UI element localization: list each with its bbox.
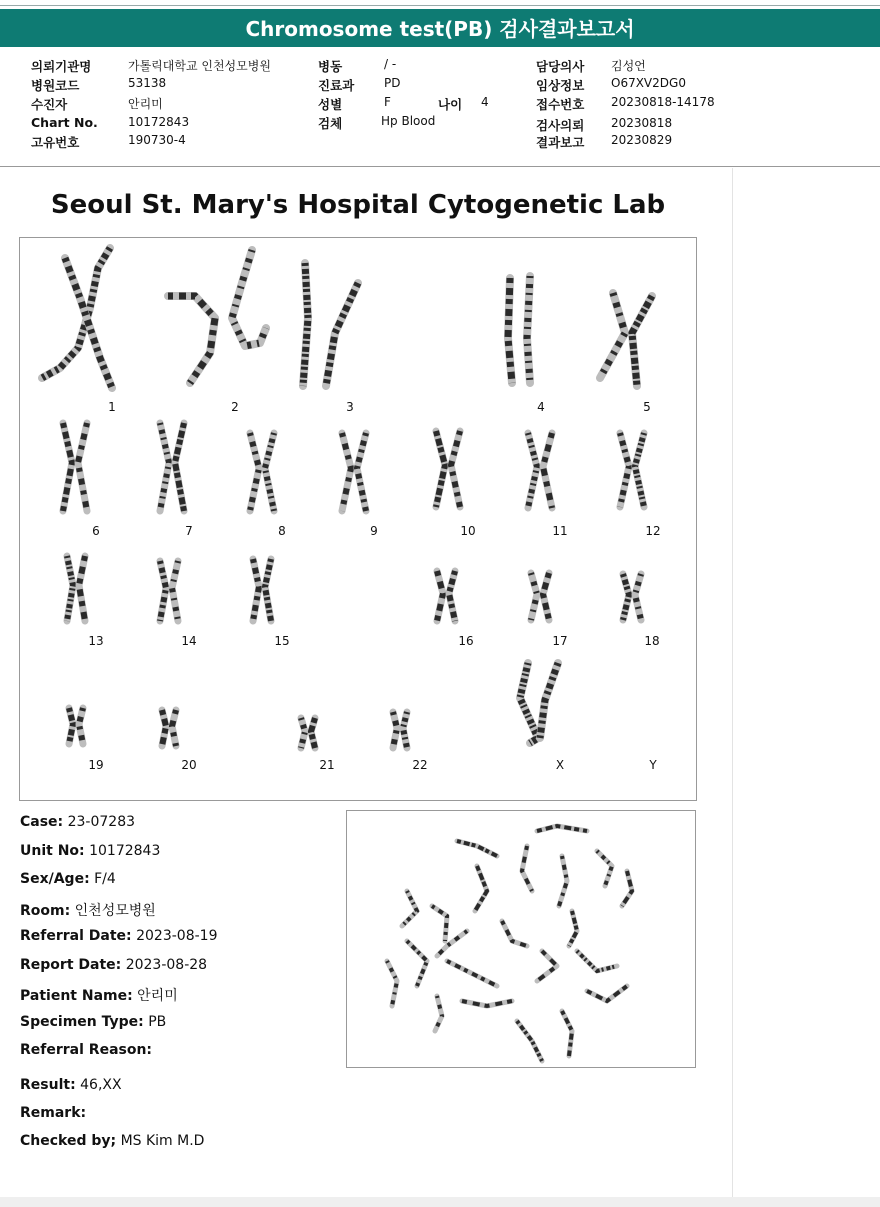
value-result-report: 20230829 — [611, 133, 673, 147]
remark-label: Remark: — [20, 1105, 87, 1121]
chromosome-pair-9-icon — [357, 433, 366, 511]
chromosome-pair-11-icon — [528, 433, 537, 508]
detail-label: Referral Reason: — [20, 1042, 153, 1058]
chromosome-pair-15-icon — [265, 559, 271, 621]
karyotype-image — [20, 238, 696, 800]
karyotype-label-21: 21 — [319, 758, 335, 772]
chromosome-pair-7-icon — [175, 423, 184, 511]
detail-label: Patient Name: — [20, 988, 133, 1004]
chromosome-x-icon — [520, 663, 538, 743]
value-receipt-no: 20230818-14178 — [611, 95, 715, 109]
karyotype-label-20: 20 — [181, 758, 197, 772]
chromosome-pair-6-icon — [63, 423, 72, 511]
detail-value: 23-07283 — [67, 814, 136, 830]
value-ward: / - — [384, 57, 397, 71]
chromosome-pair-7-icon — [160, 423, 169, 511]
metaphase-spread-image — [347, 811, 695, 1067]
karyotype-label-22: 22 — [412, 758, 428, 772]
label-department: 진료과 — [318, 78, 355, 93]
metaphase-chromosome-icon — [407, 941, 427, 986]
chromosome-pair-19-icon — [79, 708, 83, 744]
chromosome-pair-21-icon — [311, 718, 315, 748]
detail-value: 인천성모병원 — [74, 902, 156, 919]
chromosome-1-icon — [65, 258, 112, 388]
label-specimen: 검체 — [318, 116, 343, 131]
metaphase-chromosome-icon — [387, 961, 397, 1006]
label-physician: 담당의사 — [536, 59, 585, 74]
karyotype-label-9: 9 — [370, 524, 378, 538]
chromosome-pair-11-icon — [543, 433, 552, 508]
chromosome-3-icon — [326, 283, 358, 386]
detail-line — [20, 814, 135, 830]
detail-label: Unit No: — [20, 842, 85, 859]
result-value: 46,XX — [80, 1077, 122, 1093]
label-sex: 성별 — [318, 97, 343, 112]
metaphase-chromosome-icon — [569, 911, 577, 946]
metaphase-chromosome-icon — [475, 866, 487, 911]
chromosome-pair-16-icon — [437, 571, 443, 621]
metaphase-chromosome-icon — [435, 996, 442, 1031]
value-physician: 김성언 — [611, 59, 646, 73]
karyotype-label-8: 8 — [278, 524, 286, 538]
karyotype-label-12: 12 — [645, 524, 661, 538]
metaphase-chromosome-icon — [402, 891, 417, 926]
metaphase-chromosome-icon — [537, 951, 557, 981]
label-result-report: 결과보고 — [536, 135, 585, 150]
karyotype-label-6: 6 — [92, 524, 100, 538]
value-clinical-info: O67XV2DG0 — [611, 76, 686, 90]
chromosome-pair-12-icon — [620, 433, 629, 507]
value-sex: F — [384, 95, 391, 109]
chromosome-5-icon — [600, 293, 625, 378]
chromosome-pair-14-icon — [172, 561, 178, 621]
report-banner-title: Chromosome test(PB) 검사결과보고서 — [0, 9, 880, 47]
result-line — [20, 1077, 122, 1093]
detail-label: Referral Date: — [20, 928, 132, 944]
karyotype-panel — [19, 237, 697, 801]
header-separator — [0, 166, 880, 167]
metaphase-chromosome-icon — [559, 856, 567, 906]
metaphase-chromosome-icon — [587, 986, 627, 1001]
detail-line — [20, 957, 207, 973]
right-margin-rule — [732, 168, 733, 1198]
metaphase-chromosome-icon — [447, 961, 497, 986]
metaphase-chromosome-icon — [462, 1001, 512, 1006]
metaphase-chromosome-icon — [562, 1011, 572, 1056]
detail-label: Specimen Type: — [20, 1013, 144, 1030]
karyotype-label-2: 2 — [231, 400, 239, 414]
chromosome-pair-20-icon — [172, 710, 176, 746]
label-patient: 수진자 — [31, 97, 68, 112]
chromosome-pair-22-icon — [403, 712, 407, 748]
chromosome-pair-17-icon — [531, 573, 537, 620]
detail-value: F/4 — [94, 871, 116, 887]
karyotype-label-15: 15 — [274, 634, 290, 648]
chromosome-pair-10-icon — [451, 431, 460, 507]
detail-line — [20, 900, 156, 920]
metaphase-chromosome-icon — [622, 871, 632, 906]
value-chart-no: 10172843 — [128, 115, 190, 129]
chromosome-pair-8-icon — [265, 433, 274, 511]
detail-line — [20, 1042, 152, 1058]
result-label: Result: — [20, 1077, 76, 1093]
checked-by-label: Checked by; — [20, 1133, 117, 1149]
karyotype-label-16: 16 — [458, 634, 474, 648]
karyotype-label-17: 17 — [552, 634, 568, 648]
detail-line — [20, 1014, 166, 1030]
karyotype-label-19: 19 — [88, 758, 104, 772]
value-specimen: Hp Blood — [381, 114, 436, 128]
label-chart-no: Chart No. — [31, 115, 98, 130]
detail-value: PB — [148, 1013, 167, 1030]
detail-line — [20, 843, 160, 859]
metaphase-chromosome-icon — [597, 851, 612, 886]
detail-value: 2023-08-28 — [125, 956, 208, 973]
bottom-band — [0, 1197, 880, 1207]
patient-info-header — [0, 52, 880, 166]
label-unique-id: 고유번호 — [31, 135, 80, 150]
label-referring-institution: 의뢰기관명 — [31, 59, 92, 74]
detail-label: Sex/Age: — [20, 871, 90, 887]
chromosome-x-icon — [540, 663, 558, 738]
chromosome-pair-14-icon — [160, 561, 166, 621]
detail-label: Report Date: — [20, 956, 122, 973]
karyotype-label-11: 11 — [552, 524, 568, 538]
checked-by-value: MS Kim M.D — [120, 1133, 205, 1149]
checked-by-line — [20, 1133, 204, 1149]
chromosome-4-icon — [508, 278, 512, 383]
label-receipt-no: 접수번호 — [536, 97, 585, 112]
chromosome-pair-21-icon — [301, 718, 305, 748]
karyotype-label-14: 14 — [181, 634, 197, 648]
label-hospital-code: 병원코드 — [31, 78, 80, 93]
value-age: 4 — [481, 95, 489, 109]
metaphase-image-panel — [346, 810, 696, 1068]
karyotype-label-X: X — [555, 758, 565, 772]
karyotype-label-13: 13 — [88, 634, 104, 648]
chromosome-pair-13-icon — [67, 556, 73, 621]
chromosome-pair-8-icon — [250, 433, 259, 511]
metaphase-chromosome-icon — [457, 841, 497, 856]
metaphase-chromosome-icon — [502, 921, 527, 946]
chromosome-5-icon — [632, 296, 652, 386]
karyotype-label-Y: Y — [649, 758, 657, 772]
value-test-request: 20230818 — [611, 116, 673, 130]
value-department: PD — [384, 76, 401, 90]
chromosome-4-icon — [527, 276, 530, 383]
chromosome-pair-18-icon — [623, 574, 629, 620]
karyotype-label-18: 18 — [644, 634, 660, 648]
metaphase-chromosome-icon — [537, 826, 587, 831]
label-ward: 병동 — [318, 59, 343, 74]
detail-line — [20, 928, 217, 944]
chromosome-2-icon — [232, 250, 266, 346]
chromosome-pair-13-icon — [79, 556, 85, 621]
value-hospital-code: 53138 — [128, 76, 167, 90]
karyotype-label-10: 10 — [460, 524, 476, 538]
chromosome-pair-19-icon — [69, 708, 73, 744]
top-rule — [0, 5, 880, 6]
detail-value: 안리미 — [137, 988, 178, 1004]
metaphase-chromosome-icon — [517, 1021, 542, 1061]
detail-value: 2023-08-19 — [136, 928, 218, 944]
chromosome-pair-9-icon — [342, 433, 351, 511]
detail-label: Case: — [20, 814, 64, 830]
detail-line — [20, 871, 116, 887]
chromosome-pair-22-icon — [393, 712, 397, 748]
detail-line — [20, 985, 178, 1005]
metaphase-chromosome-icon — [437, 931, 467, 956]
remark-line — [20, 1105, 86, 1121]
chromosome-2-icon — [168, 296, 215, 383]
chromosome-pair-15-icon — [253, 559, 259, 621]
detail-label: Room: — [20, 902, 71, 919]
chromosome-pair-18-icon — [635, 574, 641, 620]
value-referring-institution: 가톨릭대학교 인천성모병원 — [128, 59, 271, 73]
lab-title: Seoul St. Mary's Hospital Cytogenetic Lab — [50, 190, 666, 220]
karyotype-label-5: 5 — [643, 400, 651, 414]
karyotype-label-4: 4 — [537, 400, 545, 414]
label-clinical-info: 임상정보 — [536, 78, 585, 93]
chromosome-pair-10-icon — [436, 431, 445, 507]
chromosome-pair-12-icon — [635, 433, 644, 507]
chromosome-pair-17-icon — [543, 573, 549, 620]
metaphase-chromosome-icon — [522, 846, 532, 891]
chromosome-pair-16-icon — [449, 571, 455, 621]
metaphase-chromosome-icon — [432, 906, 447, 941]
metaphase-chromosome-icon — [577, 951, 617, 971]
label-age: 나이 — [438, 97, 463, 112]
value-patient: 안리미 — [128, 97, 163, 111]
label-test-request: 검사의뢰 — [536, 118, 585, 133]
karyotype-label-3: 3 — [346, 400, 354, 414]
karyotype-label-1: 1 — [108, 400, 116, 414]
chromosome-pair-20-icon — [162, 710, 166, 746]
value-unique-id: 190730-4 — [128, 133, 186, 147]
detail-value: 10172843 — [89, 842, 161, 859]
karyotype-label-7: 7 — [185, 524, 193, 538]
chromosome-3-icon — [303, 263, 308, 386]
chromosome-pair-6-icon — [78, 423, 87, 511]
